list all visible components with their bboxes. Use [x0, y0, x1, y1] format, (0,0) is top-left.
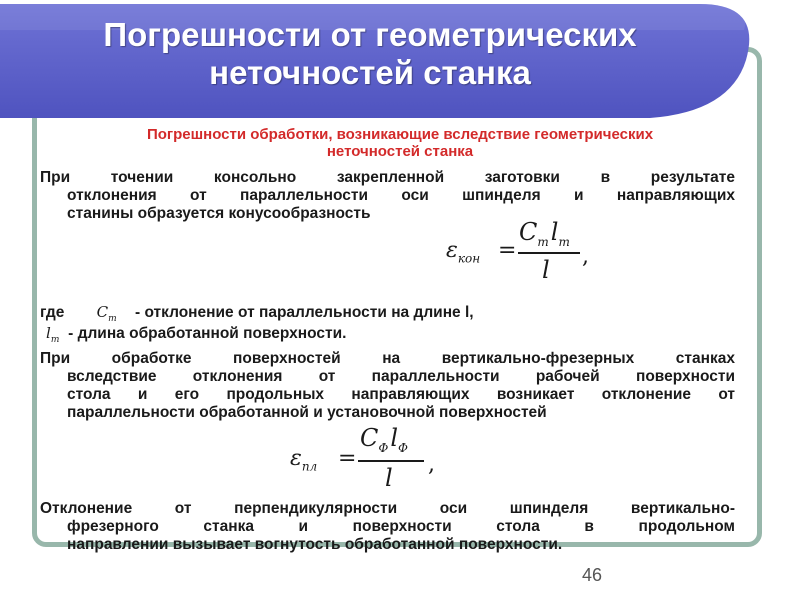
paragraph-perpendicularity-line-1: Отклонение от перпендикулярности оси шпинделя вертикально- [40, 500, 735, 517]
paragraph-perpendicularity-line-3: направлении вызывает вогнутость обработанной поверхности. [67, 536, 563, 553]
definition-deviation-symbol: C [96, 303, 109, 321]
formula-taper-denominator: l [542, 256, 550, 284]
formula-parallelism-equals: = [338, 446, 357, 471]
slide-subtitle [40, 126, 760, 160]
slide-subtitle-line-1: Погрешности обработки, возникающие вследствие геометрических [146, 126, 654, 143]
formula-taper-fraction-bar [518, 252, 580, 254]
definition-deviation-prefix: где [40, 304, 65, 321]
slide-subtitle-line-2: неточностей станка [326, 143, 474, 160]
formula-parallelism-comma: , [428, 452, 435, 477]
paragraph-turning-line-3: станины образуется конусообразность [67, 205, 371, 222]
slide-title-line-2: неточностей станка [209, 54, 531, 91]
paragraph-turning-line-1: При точении консольно закрепленной заготовки в результате [40, 169, 735, 186]
definition-deviation-symbol-sub: т [108, 314, 117, 324]
formula-parallelism-denominator: l [385, 464, 393, 492]
paragraph-milling-line-4: параллельности обработанной и установочной поверхностей [67, 404, 547, 421]
formula-parallelism-num-l-sub: Ф [398, 440, 408, 455]
definition-deviation-text: - отклонение от параллельности на длине l, [134, 304, 474, 321]
formula-taper-num-l-sub: т [558, 234, 570, 249]
formula-taper-num-c-sub: т [537, 234, 549, 249]
definition-length [46, 324, 746, 349]
paragraph-perpendicularity [40, 500, 735, 554]
formula-parallelism-lhs-sub: пл [301, 459, 318, 474]
paragraph-turning-line-2: отклонения от параллельности оси шпинделя и направляющих [67, 187, 735, 204]
definition-length-text: - длина обработанной поверхности. [68, 325, 347, 342]
paragraph-milling-line-2: вследствие отклонения от параллельности рабочей поверхности [67, 368, 735, 385]
paragraph-milling-line-3: стола и его продольных направляющих возникает отклонение от [67, 386, 735, 403]
slide-title-line-1: Погрешности от геометрических [103, 16, 637, 53]
formula-parallelism [290, 422, 450, 500]
paragraph-turning [40, 169, 735, 223]
formula-parallelism-num-c: C [360, 424, 379, 452]
paragraph-perpendicularity-line-2: фрезерного станка и поверхности стола в продольном [67, 518, 735, 535]
formula-taper [446, 218, 606, 290]
paragraph-milling-line-1: При обработке поверхностей на вертикально-фрезерных станках [40, 350, 735, 367]
slide-title [40, 16, 700, 92]
formula-taper-lhs-symbol: ε [446, 238, 458, 263]
definition-length-symbol-sub: т [50, 335, 60, 345]
formula-taper-lhs-sub: кон [457, 251, 481, 266]
definition-length-symbol: l [46, 324, 51, 342]
formula-taper-num-c: C [519, 218, 538, 246]
formula-parallelism-num-c-sub: Ф [378, 440, 389, 455]
paragraph-milling [40, 350, 735, 422]
formula-taper-equals: = [498, 238, 517, 263]
formula-taper-num-l: l [550, 218, 559, 246]
page-number: 46 [582, 565, 603, 585]
formula-parallelism-num-l: l [390, 424, 399, 452]
formula-parallelism-fraction-bar [358, 460, 424, 462]
formula-taper-comma: , [582, 244, 589, 269]
formula-parallelism-lhs-symbol: ε [290, 446, 302, 471]
